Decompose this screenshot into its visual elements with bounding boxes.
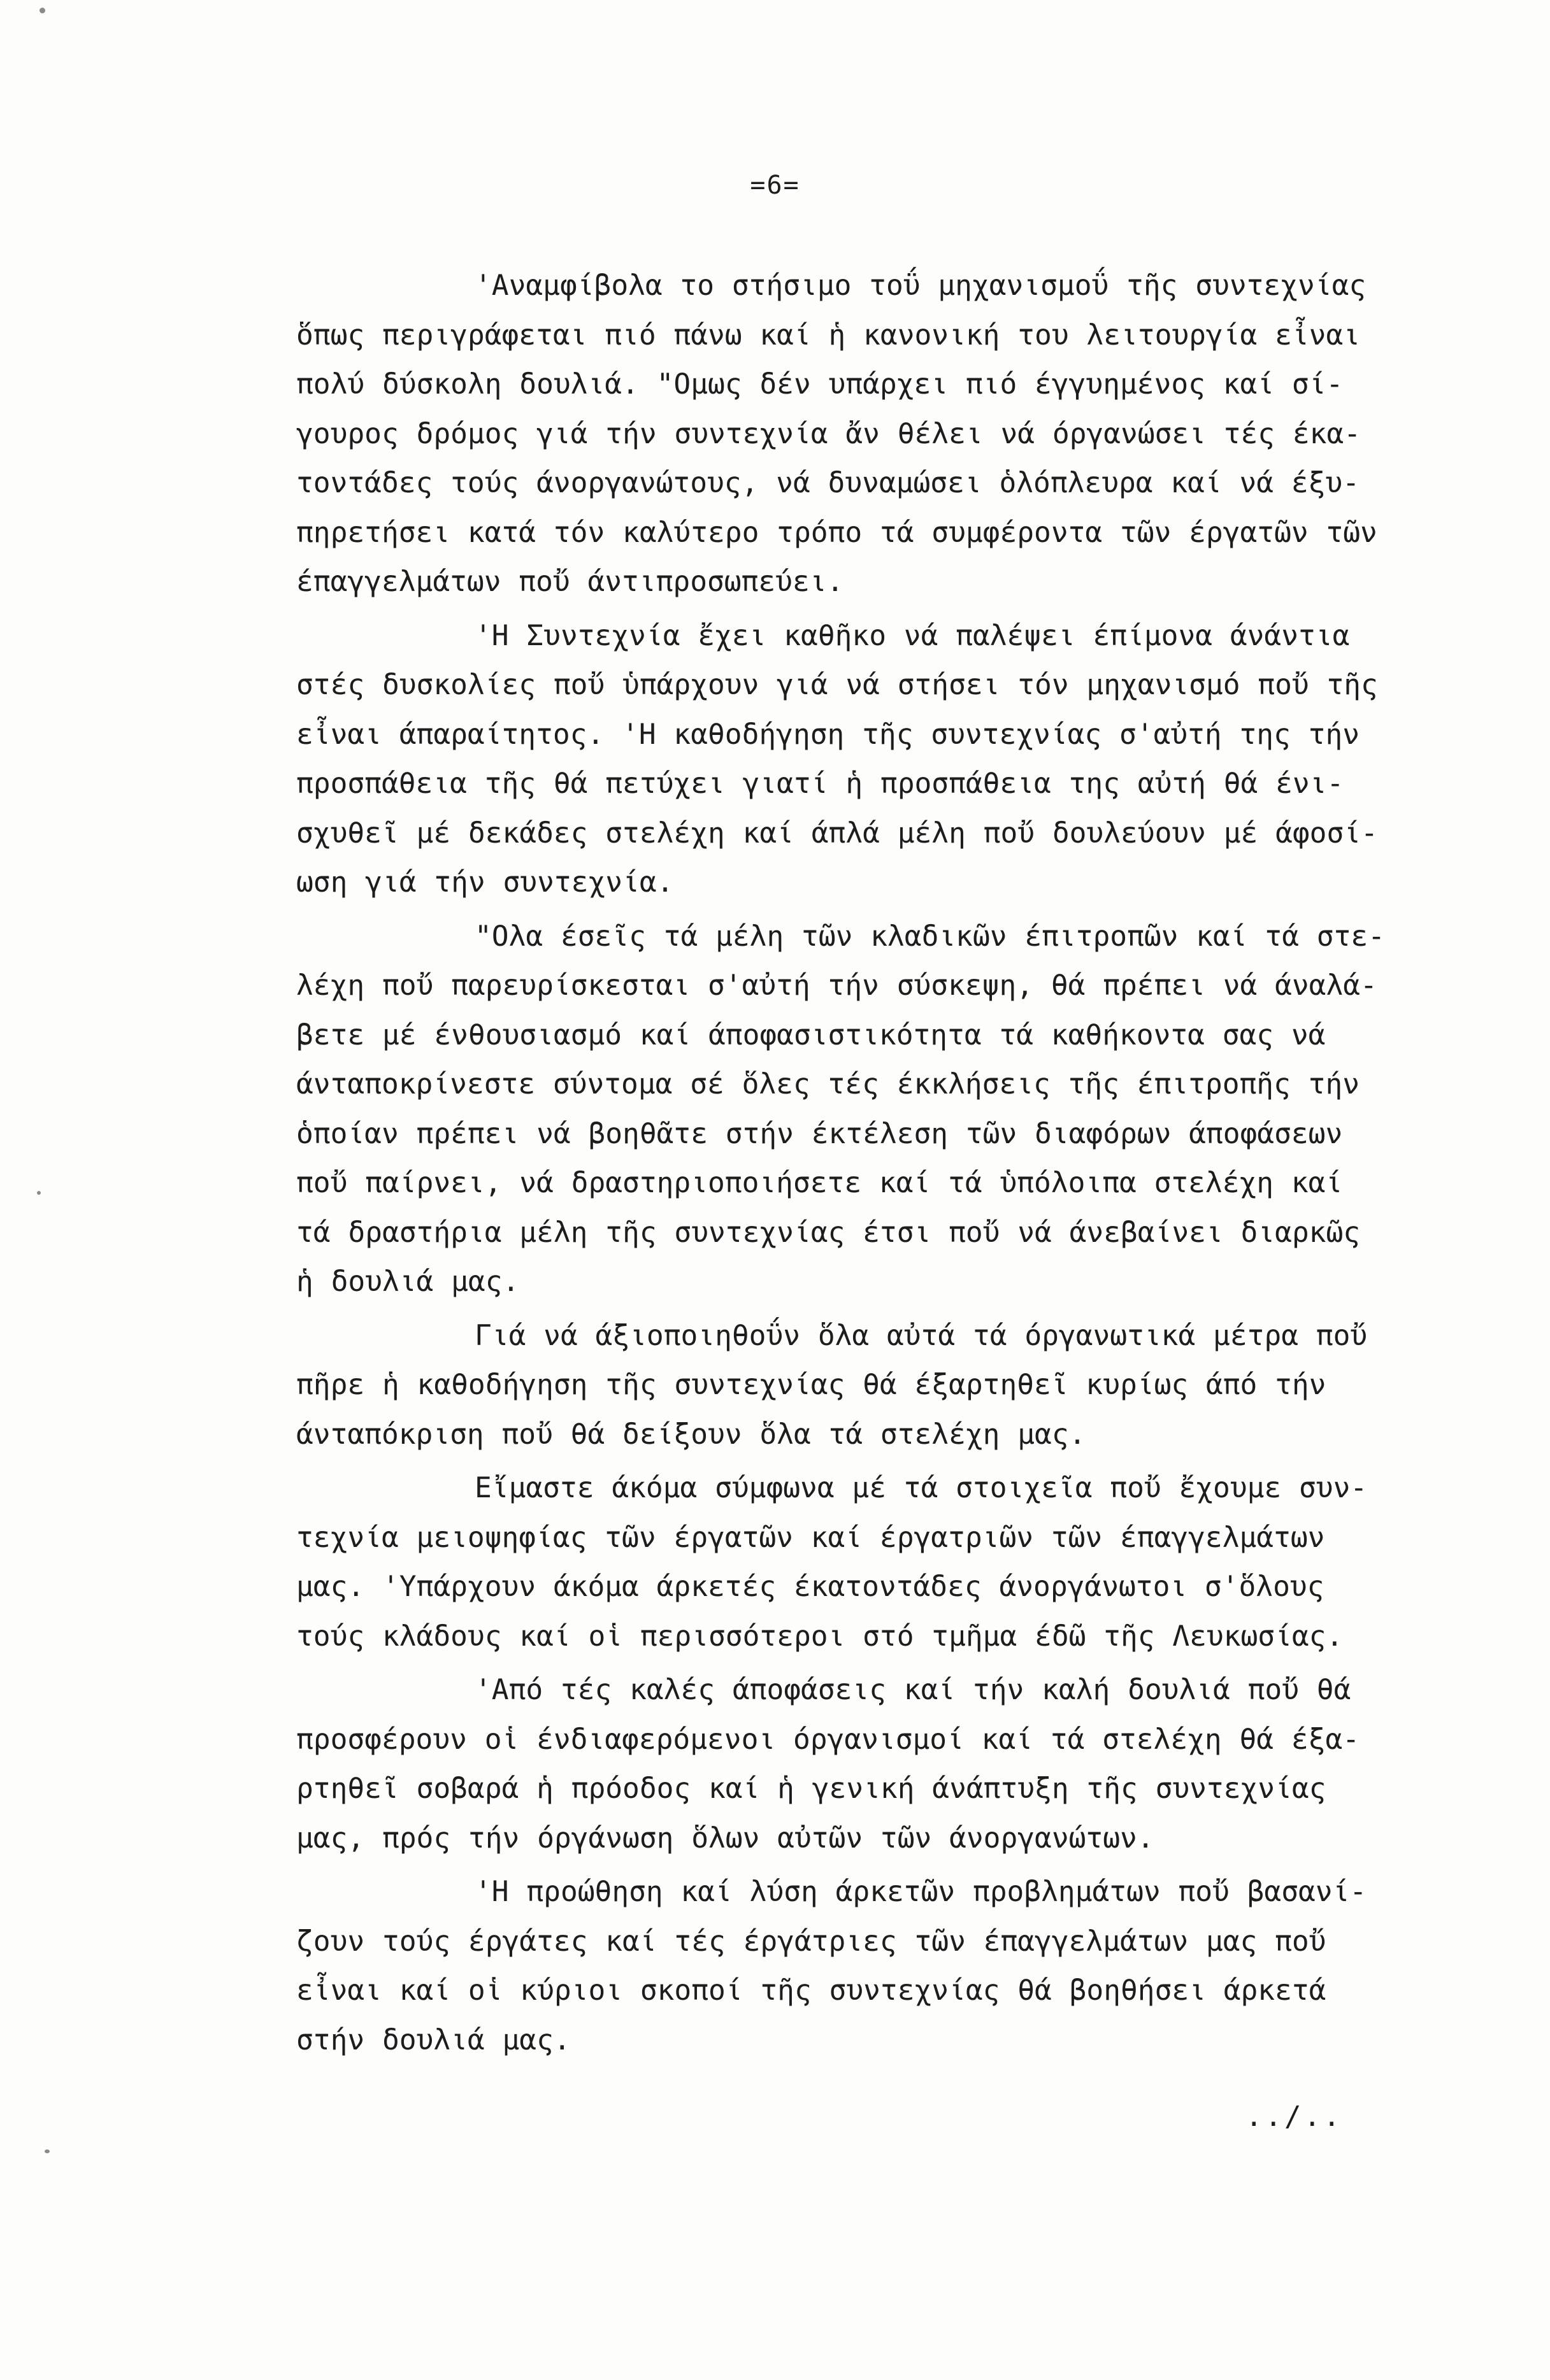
text-line: εἶναι καί οἱ κύριοι σκοποί τῆς συντεχνίας θά βοηθήσει άρκετά [296,1974,1326,2007]
text-line: Εἴμαστε άκόμα σύμφωνα μέ τά στοιχεῖα ποὔ ἔχουμε συν- [475,1472,1368,1504]
text-line: τούς κλάδους καί οἱ περισσότεροι στό τμῆμα έδῶ τῆς Λευκωσίας. [296,1620,1344,1653]
text-line: τά δραστήρια μέλη τῆς συντεχνίας έτσι ποὔ νά άνεβαίνει διαρκῶς [296,1216,1361,1249]
text-line: 'Η προώθηση καί λύση άρκετῶν προβλημάτων ποὔ βασανί- [475,1876,1367,1908]
text-line: βετε μέ ένθουσιασμό καί άποφασιστικότητα τά καθήκοντα σας νά [296,1018,1326,1051]
text-line: ὁποίαν πρέπει νά βοηθᾶτε στήν έκτέλεση τῶν διαφόρων άποφάσεων [296,1117,1343,1150]
text-line: τοντάδες τούς άνοργανώτους, νά δυναμώσει ὁλόπλευρα καί νά έξυ- [296,467,1360,499]
text-line: ἡ δουλιά μας. [296,1265,520,1298]
text-line: γουρος δρόμος γιά τήν συντεχνία ἄν θέλει νά όργανώσει τές έκα- [296,417,1361,450]
text-line: ὅπως περιγράφεται πιό πάνω καί ἡ κανονική του λειτουργία εἶναι [296,318,1361,352]
text-line: προσφέρουν οἱ ένδιαφερόμενοι όργανισμοί καί τά στελέχη θά έξα- [296,1723,1360,1756]
text-line: άνταπόκριση ποὔ θά δείξουν ὅλα τά στελέχη μας. [296,1418,1086,1451]
text-line: ζουν τούς έργάτες καί τές έργάτριες τῶν έπαγγελμάτων μας ποὔ [296,1925,1326,1958]
text-line: στήν δουλιά μας. [296,2023,571,2056]
text-line: τεχνία μειοψηφίας τῶν έργατῶν καί έργατριῶν τῶν έπαγγελμάτων [296,1521,1325,1554]
text-line: εἶναι άπαραίτητος. 'Η καθοδήγηση τῆς συντεχνίας σ'αὐτή της τήν [296,718,1360,751]
scan-speck [45,2149,50,2153]
text-line: μας. 'Υπάρχουν άκόμα άρκετές έκατοντάδες άνοργάνωτοι σ'ὅλους [296,1571,1324,1603]
text-line: ποὔ παίρνει, νά δραστηριοποιήσετε καί τά ὑπόλοιπα στελέχη καί [296,1167,1343,1199]
paragraph-4 [296,1311,1519,1460]
paragraph-3 [296,912,1519,1307]
text-line: μας, πρός τήν όργάνωση ὅλων αὐτῶν τῶν άνοργανώτων. [296,1821,1154,1855]
text-line: 'Η Συντεχνία ἔχει καθῆκο νά παλέψει έπίμονα άνάντια [475,619,1350,652]
text-line: σχυθεῖ μέ δεκάδες στελέχη καί άπλά μέλη ποὔ δουλεύουν μέ άφοσί- [296,816,1378,850]
paragraph-5 [296,1464,1519,1661]
paragraph-1 [296,261,1519,607]
paragraph-6 [296,1665,1519,1863]
text-line: ρτηθεῖ σοβαρά ἡ πρόοδος καί ἡ γενική άνάπτυξη τῆς συντεχνίας [296,1772,1326,1805]
text-line: ωση γιά τήν συντεχνία. [296,866,674,899]
text-line: πηρετήσει κατά τόν καλύτερο τρόπο τά συμφέροντα τῶν έργατῶν τῶν [296,516,1377,549]
scan-speck [37,1191,41,1195]
text-line: λέχη ποὔ παρευρίσκεσται σ'αὐτή τήν σύσκεψη, θά πρέπει νά άναλά- [296,969,1377,1002]
continuation-mark: ../.. [1245,2100,1343,2133]
text-line: 'Από τές καλές άποφάσεις καί τήν καλή δουλιά ποὔ θά [475,1674,1351,1706]
text-line: πῆρε ἡ καθοδήγηση τῆς συντεχνίας θά έξαρτηθεῖ κυρίως άπό τήν [296,1369,1326,1401]
paragraph-2 [296,611,1519,908]
text-line: πολύ δύσκολη δουλιά. "Ομως δέν υπάρχει πιό έγγυημένος καί σί- [296,368,1344,401]
page-number: =6= [750,171,800,200]
text-line: προσπάθεια τῆς θά πετύχει γιατί ἡ προσπάθεια της αὐτή θά ένι- [296,767,1344,800]
text-line: στές δυσκολίες ποὔ ὑπάρχουν γιά νά στήσει τόν μηχανισμό ποὔ τῆς [296,669,1378,701]
text-line: 'Αναμφίβολα το στήσιμο τοΰ μηχανισμοΰ τῆς συντεχνίας [475,269,1367,302]
text-line: Γιά νά άξιοποιηθοΰν ὅλα αὐτά τά όργανωτικά μέτρα ποὔ [475,1319,1368,1352]
paragraph-7 [296,1867,1519,2065]
text-line: έπαγγελμάτων ποὔ άντιπροσωπεύει. [296,566,844,598]
scan-speck [39,8,45,13]
body-text [296,261,1519,2069]
text-line: "Ολα έσεῖς τά μέλη τῶν κλαδικῶν έπιτροπῶν καί τά στε- [475,920,1385,953]
text-line: άνταποκρίνεστε σύντομα σέ ὅλες τές έκκλήσεις τῆς έπιτροπῆς τήν [296,1068,1360,1101]
